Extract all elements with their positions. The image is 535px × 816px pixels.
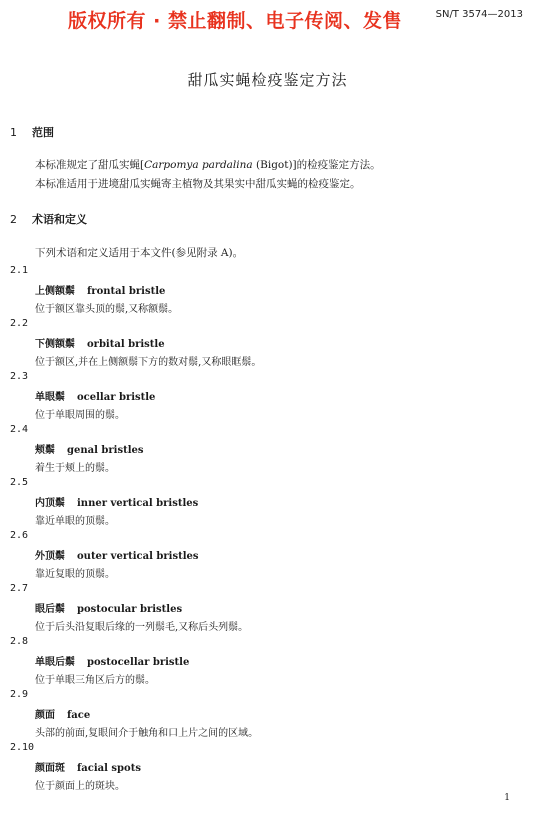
term-definition: 位于颜面上的斑块。 [35,781,125,792]
term-definition: 位于额区,并在上侧额鬃下方的数对鬃,又称眼眶鬃。 [35,357,262,368]
term-heading [35,653,189,668]
term-chinese: 颜面斑 [35,763,65,774]
term-chinese: 内顶鬃 [35,498,65,509]
term-chinese: 外顶鬃 [35,551,65,562]
scope-text-prefix: 本标准规定了甜瓜实蝇[ [35,159,145,171]
term-heading [35,759,141,774]
term-number: 2.7 [10,583,29,594]
term-heading [35,388,155,403]
term-number: 2.6 [10,530,29,541]
term-chinese: 上侧额鬃 [35,286,75,297]
term-chinese: 下侧额鬃 [35,339,75,350]
term-definition: 位于单眼周围的鬃。 [35,410,125,421]
term-english: face [67,710,91,721]
term-definition: 靠近复眼的顶鬃。 [35,569,115,580]
section-number: 2 [10,213,17,226]
term-number: 2.9 [10,689,29,700]
document-title: 甜瓜实蝇检疫鉴定方法 [187,71,348,89]
standard-number: SN/T 3574—2013 [435,9,523,20]
scope-text-suffix: (Bigot)]的检疫鉴定方法。 [252,159,381,171]
term-definition: 靠近单眼的顶鬃。 [35,516,115,527]
term-heading [35,494,198,509]
section-title: 范围 [32,126,54,139]
term-heading [35,600,182,615]
term-number: 2.2 [10,318,29,329]
term-number: 2.5 [10,477,29,488]
copyright-watermark: 版权所有 · 禁止翻制、电子传阅、发售 [68,10,402,32]
term-chinese: 单眼鬃 [35,392,65,403]
term-definition: 头部的前面,复眼间介于触角和口上片之间的区域。 [35,728,259,739]
term-number: 2.4 [10,424,29,435]
term-chinese: 单眼后鬃 [35,657,75,668]
term-number: 2.10 [10,742,35,753]
term-heading [35,282,165,297]
term-english: ocellar bristle [77,392,156,403]
term-english: genal bristles [67,445,144,456]
scope-paragraph-2: 本标准适用于进境甜瓜实蝇寄主植物及其果实中甜瓜实蝇的检疫鉴定。 [35,178,361,190]
term-heading [35,706,90,721]
term-chinese: 眼后鬃 [35,604,65,615]
term-heading [35,547,198,562]
term-number: 2.3 [10,371,29,382]
scientific-name: Carpomya pardalina [144,159,253,171]
term-english: frontal bristle [87,286,166,297]
term-chinese: 颊鬃 [35,445,55,456]
scope-paragraph-1 [35,157,381,172]
term-english: outer vertical bristles [77,551,199,562]
term-chinese: 颜面 [35,710,55,721]
term-definition: 着生于颊上的鬃。 [35,463,115,474]
term-number: 2.8 [10,636,29,647]
term-english: inner vertical bristles [77,498,199,509]
term-number: 2.1 [10,265,29,276]
section-number: 1 [10,126,17,139]
term-english: orbital bristle [87,339,165,350]
term-english: postocular bristles [77,604,183,615]
section-heading-scope [10,124,54,140]
term-definition: 位于额区靠头顶的鬃,又称额鬃。 [35,304,179,315]
term-english: facial spots [77,763,141,774]
page-number: 1 [504,793,510,803]
term-english: postocellar bristle [87,657,190,668]
term-heading [35,441,143,456]
section-title: 术语和定义 [32,213,87,226]
section-heading-terms [10,211,87,227]
term-heading [35,335,165,350]
term-definition: 位于单眼三角区后方的鬃。 [35,675,155,686]
term-definition: 位于后头沿复眼后缘的一列鬃毛,又称后头列鬃。 [35,622,249,633]
terms-intro: 下列术语和定义适用于本文件(参见附录 A)。 [35,247,244,259]
